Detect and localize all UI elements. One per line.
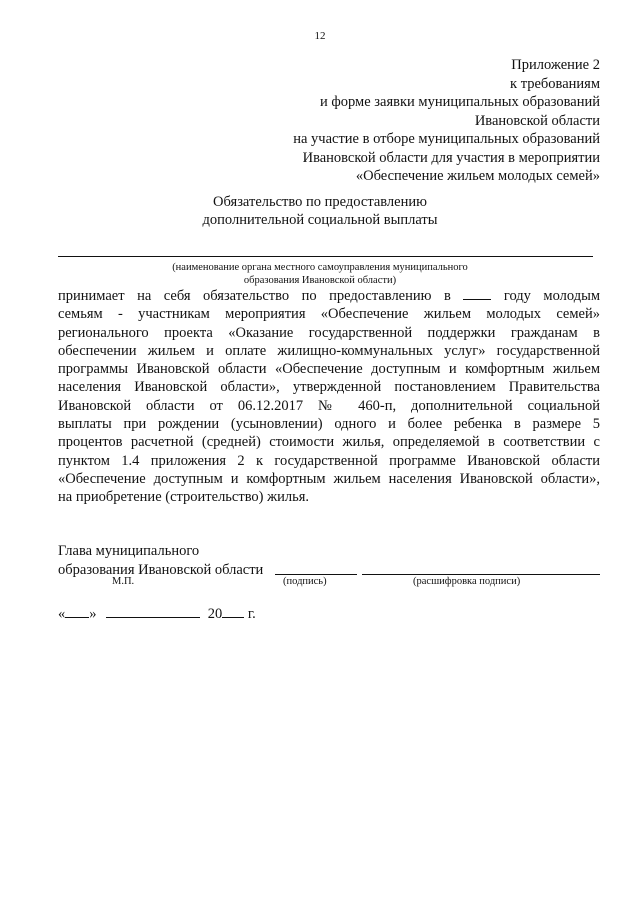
body-line-end: году молодым bbox=[503, 288, 601, 304]
title-line: дополнительной социальной выплаты bbox=[202, 212, 438, 228]
body-line: обеспечении жильем и оплате жилищно-коммунальных услуг» государственной bbox=[58, 342, 600, 359]
organization-caption bbox=[0, 261, 640, 287]
body-line bbox=[58, 286, 600, 305]
year-suffix: г. bbox=[247, 606, 256, 622]
document-title bbox=[0, 193, 640, 229]
body-line: процентов расчетной (средней) стоимости жилья, определяемой в соответствии с bbox=[58, 434, 600, 451]
caption-line: образования Ивановской области) bbox=[243, 275, 397, 286]
appendix-line: и форме заявки муниципальных образований bbox=[320, 94, 600, 110]
year-blank-field[interactable] bbox=[463, 286, 491, 300]
page-number: 12 bbox=[314, 30, 326, 42]
appendix-line: Ивановской области для участия в мероприятии bbox=[302, 149, 600, 166]
head-label-line: образования Ивановской области bbox=[58, 561, 264, 578]
body-line: выплаты при рождении (усыновлении) одного и более ребенка в размере 5 bbox=[58, 416, 600, 433]
signature-field[interactable] bbox=[275, 574, 357, 575]
appendix-line: к требованиям bbox=[510, 75, 600, 92]
title-line: Обязательство по предоставлению bbox=[213, 194, 427, 210]
month-blank-field[interactable] bbox=[106, 604, 200, 618]
appendix-line: Приложение 2 bbox=[511, 57, 600, 73]
year-field[interactable] bbox=[222, 604, 244, 618]
caption-line: (наименование органа местного самоуправления муниципального bbox=[172, 262, 468, 273]
appendix-line: «Обеспечение жильем молодых семей» bbox=[355, 168, 600, 184]
date-line bbox=[58, 604, 256, 623]
organization-name-field[interactable] bbox=[58, 256, 593, 257]
body-line: населения Ивановской области», утвержденной постановлением Правительства bbox=[58, 379, 600, 396]
body-line: регионального проекта «Оказание государственной поддержки гражданам в bbox=[58, 324, 600, 341]
body-line-start: принимает на себя обязательство по предоставлению в bbox=[58, 288, 451, 304]
date-close-quote: » bbox=[89, 606, 97, 622]
body-line: на приобретение (строительство) жилья. bbox=[58, 489, 310, 506]
stamp-label: М.П. bbox=[112, 576, 135, 587]
obligation-text bbox=[58, 286, 600, 507]
body-line: пунктом 1.4 приложения 2 к государственной программе Ивановской области bbox=[58, 452, 600, 469]
decryption-caption: (расшифровка подписи) bbox=[413, 576, 521, 587]
signature-decryption-field[interactable] bbox=[362, 574, 600, 575]
day-blank-field[interactable] bbox=[65, 604, 89, 618]
body-line: семьям - участникам мероприятия «Обеспечение жильем молодых семей» bbox=[58, 306, 600, 323]
signature-caption: (подпись) bbox=[283, 576, 327, 587]
body-line: Ивановской области от 06.12.2017 № 460-п, дополнительной социальной bbox=[58, 397, 600, 414]
appendix-header bbox=[293, 56, 600, 186]
appendix-line: на участие в отборе муниципальных образований bbox=[293, 131, 600, 147]
head-of-municipality-label bbox=[58, 542, 263, 579]
head-label-line: Глава муниципального bbox=[58, 543, 200, 559]
body-line: программы Ивановской области «Обеспечение доступным и комфортным жильем bbox=[58, 361, 600, 378]
appendix-line: Ивановской области bbox=[474, 112, 600, 129]
date-open-quote: « bbox=[58, 606, 66, 622]
body-line: «Обеспечение доступным и комфортным жильем населения Ивановской области», bbox=[58, 470, 600, 487]
year-prefix: 20 bbox=[207, 606, 223, 622]
